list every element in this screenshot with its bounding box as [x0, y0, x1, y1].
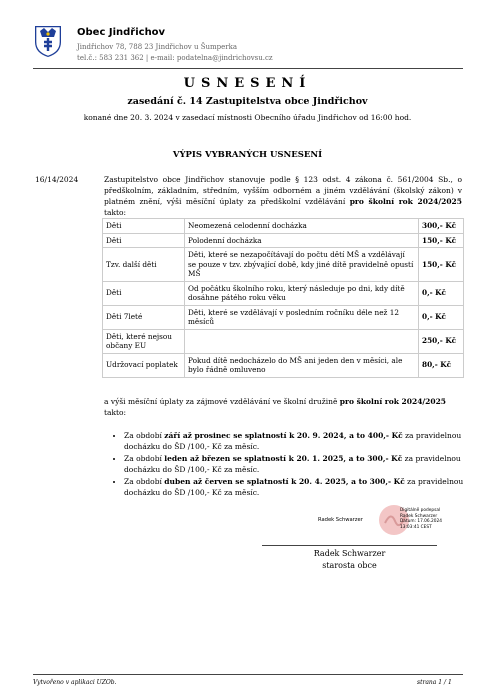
table-row — [103, 248, 464, 282]
table-row — [103, 329, 464, 353]
meeting-info: konané dne 20. 3. 2024 v zasedací místnosti Obecního úřadu Jindřichov od 16:00 hod. — [83, 113, 412, 122]
period-suffix: za pravidelnou docházku do ŠD /100,- Kč za měsíc. — [124, 431, 462, 451]
period-suffix: za pravidelnou docházku do ŠD /100,- Kč za měsíc. — [124, 477, 464, 497]
digital-signature-stamp — [313, 507, 463, 537]
fee-category-cell: Děti — [103, 233, 185, 248]
document-title: USNESENÍ — [183, 76, 312, 91]
fee-description-cell: Pokud dítě nedocházelo do MŠ ani jeden den v měsíci, ale bylo řádně omluveno — [185, 353, 419, 377]
organization-name: Obec Jindřichov — [77, 27, 166, 38]
fee-table — [102, 218, 464, 378]
fee-category-cell: Děti, které nejsou občany EU — [103, 329, 185, 353]
fee-price-cell: 80,- Kč — [419, 353, 464, 377]
section-title: VÝPIS VYBRANÝCH USNESENÍ — [172, 150, 323, 160]
document-subtitle: zasedání č. 14 Zastupitelstva obce Jindřichov — [127, 96, 368, 107]
period-prefix: Za období — [124, 431, 165, 440]
organization-address: Jindřichov 78, 788 23 Jindřichov u Šumperka — [77, 43, 238, 51]
period-terms: září až prosinec se splatností k 20. 9. 2024, a to 400,- Kč — [164, 431, 403, 440]
fee-category-cell: Udržovací poplatek — [103, 353, 185, 377]
period-prefix: Za období — [124, 454, 165, 463]
stamp-line: 13:03:41 CEST — [400, 524, 432, 530]
signer-role: starosta obce — [322, 561, 377, 570]
fee-price-cell: 0,- Kč — [419, 305, 464, 329]
intro-text: Zastupitelstvo obce Jindřichov stanovuje podle § 123 odst. 4 zákona č. 561/2004 Sb., o předškolním, základním, středním, vyšším odborném a jiném vzdělávání (školský zákon) v platném znění, výši měsíční úplaty za předškolní vzdělávání — [104, 175, 462, 206]
resolution-number: 16/14/2024 — [35, 175, 79, 184]
fee-category-cell: Děti — [103, 281, 185, 305]
table-row — [103, 353, 464, 377]
fee-price-cell: 250,- Kč — [419, 329, 464, 353]
stamp-signer-name: Radek Schwarzer — [318, 517, 363, 523]
signature-line — [262, 545, 437, 546]
signer-name: Radek Schwarzer — [313, 549, 386, 558]
fee-description-cell: Děti, které se vzdělávají v posledním ročníku déle než 12 měsíců — [185, 305, 419, 329]
period-terms: duben až červen se splatností k 20. 4. 2025, a to 300,- Kč — [164, 477, 405, 486]
fee-category-cell: Děti 7leté — [103, 305, 185, 329]
list-item — [124, 476, 482, 498]
fee-description-cell — [185, 329, 419, 353]
table-row — [103, 233, 464, 248]
organization-contact: tel.č.: 583 231 362 | e-mail: podatelna@jindrichovsu.cz — [77, 54, 273, 62]
footer-page-number: strana 1 / 1 — [417, 679, 452, 686]
period-suffix: za pravidelnou docházku do ŠD /100,- Kč za měsíc. — [124, 454, 461, 474]
list-item — [124, 453, 482, 475]
fee-category-cell: Děti — [103, 219, 185, 234]
footer-divider — [33, 674, 463, 675]
fee-category-cell: Tzv. další děti — [103, 248, 185, 282]
fee-price-cell: 300,- Kč — [419, 219, 464, 234]
table-row — [103, 281, 464, 305]
period-terms: leden až březen se splatností k 20. 1. 2025, a to 300,- Kč — [164, 454, 403, 463]
stamp-line: Radek Schwarzer — [400, 513, 438, 519]
after-school-year: pro školní rok 2024/2025 — [339, 397, 447, 406]
payment-periods-list — [104, 430, 482, 499]
stamp-details — [400, 508, 442, 530]
period-prefix: Za období — [124, 477, 165, 486]
fee-price-cell: 0,- Kč — [419, 281, 464, 305]
footer-created-with: Vytvořeno v aplikaci UZOb. — [33, 679, 117, 686]
list-item — [124, 430, 482, 452]
fee-description-cell: Od počátku školního roku, který následuje po dni, kdy dítě dosáhne pátého roku věku — [185, 281, 419, 305]
fee-description-cell: Děti, které se nezapočítávají do počtu dětí MŠ a vzdělávají se pouze v tzv. zbývající době, kdy jiné dítě pravidelně opustí MŠ — [185, 248, 419, 282]
after-school-club-intro — [104, 396, 462, 418]
fee-price-cell: 150,- Kč — [419, 248, 464, 282]
table-row — [103, 305, 464, 329]
table-row — [103, 219, 464, 234]
after-text: a výši měsíční úplaty za zájmové vzdělávání ve školní družině — [104, 397, 340, 406]
municipality-coat-of-arms-icon — [33, 24, 63, 58]
fee-price-cell: 150,- Kč — [419, 233, 464, 248]
after-end: takto: — [104, 408, 127, 417]
fee-description-cell: Polodenní docházka — [185, 233, 419, 248]
stamp-line: Digitálně podepsal — [400, 508, 441, 513]
resolution-intro — [104, 174, 462, 218]
fee-description-cell: Neomezená celodenní docházka — [185, 219, 419, 234]
header-divider — [33, 68, 463, 69]
intro-end: takto: — [104, 208, 127, 217]
stamp-line: Datum: 17.06.2024 — [400, 519, 442, 524]
intro-school-year: pro školní rok 2024/2025 — [349, 197, 462, 206]
